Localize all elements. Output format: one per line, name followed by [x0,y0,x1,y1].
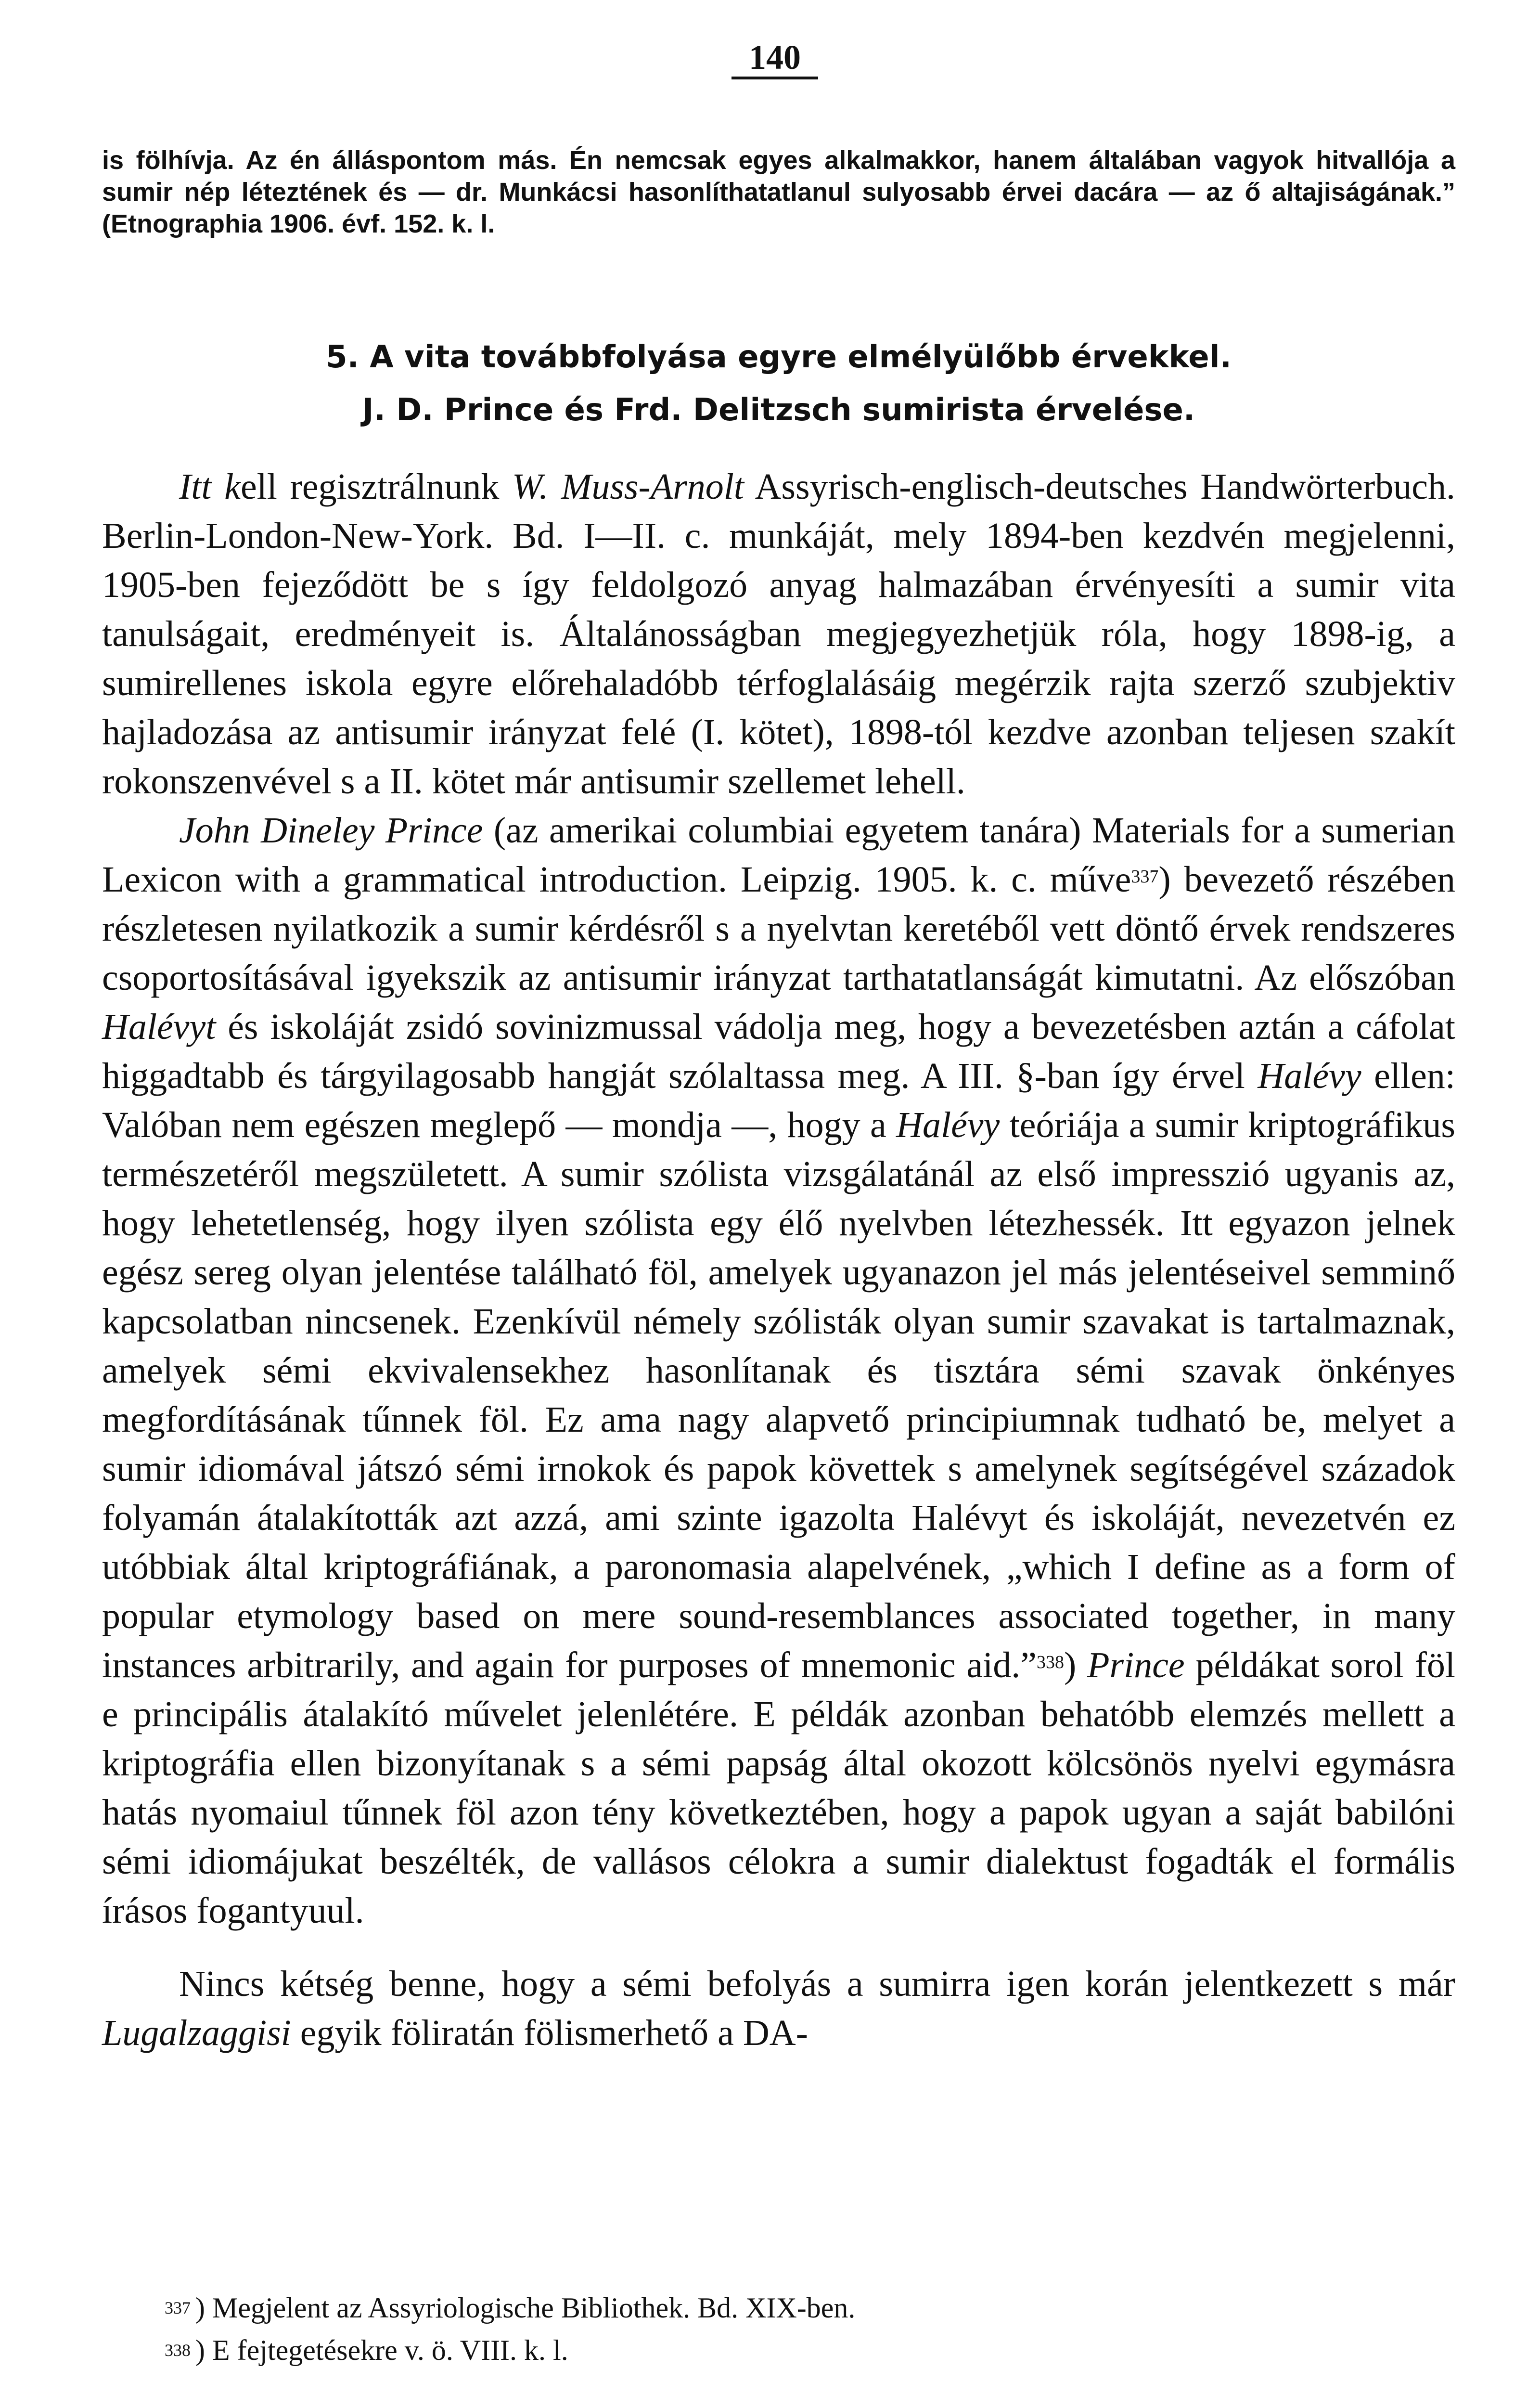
author-name: Halévy [896,1105,1000,1145]
author-name: Halévyt [102,1007,216,1047]
footnotes [102,2287,1455,2371]
section-heading: 5. A vita továbbfolyása egyre elmélyülőbb érvekkel. [326,339,1232,375]
text: példákat sorol föl e principális átalakító művelet jelenlétére. E példák azonban behatóbb elemzés mellett a kriptográfia ellen bizonyítanak s a sémi papság által okozott kölcsönös nyelvi egymásra hatás nyomaiul tűnnek föl azon tény következtében, hogy a papok ugyan a saját babilóni sémi idiomájukat beszélték, de vallásos célokra a sumir dialektust fogadták el formális írásos fogantyuul. [102,1645,1456,1931]
body-text [102,462,1455,2058]
paragraph-muss-arnolt [102,462,1455,806]
paragraph-sumir [102,1959,1455,2058]
text: (az amerikai columbiai egyetem tanára) Materials for a sumerian Lexicon with a grammatical introduction. Leipzig. 1905. k. c. műve [102,810,1456,900]
footnote-ref: 338 [1036,1652,1064,1672]
text: Assyrisch-englisch-deutsches Handwörterbuch. Berlin-London-New-York. Bd. I—II. c. munkáját, mely 1894-ben kezdvén megjelenni, 1905-ben fejeződött be s így feldolgozó anyag halmazában érvényesíti a sumir vita tanulságait, eredményeit is. Általánosságban megjegyezhetjük róla, hogy 1898-ig, a sumirellenes iskola egyre előrehaladóbb térfoglalásáig megérzik rajta szerző szubjektiv hajladozása az antisumir irányzat felé (I. kötet), 1898-tól kezdve azonban teljesen szakít rokonszenvével s a II. kötet már antisumir szellemet lehell. [102,466,1455,802]
footnote [102,2287,1455,2329]
author-name: John Dineley Prince [179,810,483,851]
name-italic: Lugalzaggisi [102,2013,291,2053]
author-name: W. Muss-Arnolt [512,466,744,507]
text: ) bevezető részében részletesen nyilatkozik a sumir kérdésről s a nyelvtan keretéből vett döntő érvek rendszeres csoportosításával igyekszik az antisumir irányzat tarthatatlanságát kimutatni. Az előszóban [102,859,1455,998]
footnote [102,2329,1455,2371]
footnote-text: ) Megjelent az Assyriologische Bibliothek. Bd. XIX-ben. [195,2292,856,2324]
footnote-number: 338 [165,2341,191,2360]
author-name: Prince [1087,1645,1185,1685]
text: ellen: Valóban nem egészen meglepő — mondja —, hogy a [102,1056,1455,1145]
footnote-text: ) E fejtegetésekre v. ö. VIII. k. l. [195,2334,568,2366]
paragraph-prince [102,806,1455,1935]
text: ell regisztrálnunk [240,466,512,507]
author-name: Halévy [1258,1056,1361,1096]
text: egyik föliratán fölismerhető a DA- [291,2013,808,2053]
text: teóriája a sumir kriptográfikus természetéről megszületett. A sumir szólista vizsgálatánál az első impresszió ugyanis az, hogy lehetetlenség, hogy ilyen szólista egy élő nyelvben létezhessék. Itt egyazon jelnek egész sereg olyan jelentése található föl, amelyek ugyanazon jel más jelentéseivel semminő kapcsolatban nincsenek. Ezenkívül némely szólisták olyan sumir szavakat is tartalmaznak, amelyek sémi ekvivalensekhez hasonlítanak és tisztára sémi szavak önkényes megfordításának tűnnek föl. Ez ama nagy alapvető principiumnak tudható be, melyet a sumir idiomával játszó sémi irnokok és papok követtek s amelynek segítségével századok folyamán átalakították azt azzá, ami szinte igazolta Halévyt és iskoláját, nevezetvén ez utóbbiak által kriptográfiának, a paronomasia alapelvének, „which I define as a form of popular etymology based on mere sound-resemblances associated together, in many instances arbitrarily, and again for purposes of mnemonic aid.” [102,1105,1455,1685]
footnote-number: 337 [165,2298,191,2317]
intro-paragraph: is fölhívja. Az én álláspontom más. Én nemcsak egyes alkalmakkor, hanem általában vagyok hitvallója a sumir nép léteztének és — dr. Munkácsi hasonlíthatatlanul sulyosabb érvei dacára — az ő altajiságának.” (Etnographia 1906. évf. 152. k. l. [102,146,1455,238]
page-number: 140 [732,39,818,79]
text: ) [1064,1645,1088,1685]
section-subheading: J. D. Prince és Frd. Delitzsch sumirista érvelése. [362,392,1195,428]
text: Nincs kétség benne, hogy a sémi befolyás a sumirra igen korán jelentkezett s már [179,1964,1455,2004]
footnote-ref: 337 [1131,867,1159,887]
italic-text: Itt k [179,466,241,507]
text: és iskoláját zsidó sovinizmussal vádolja meg, hogy a bevezetésben aztán a cáfolat higgadtabb és tárgyilagosabb hangját szólaltassa meg. A III. §-ban így érvel [102,1007,1455,1096]
